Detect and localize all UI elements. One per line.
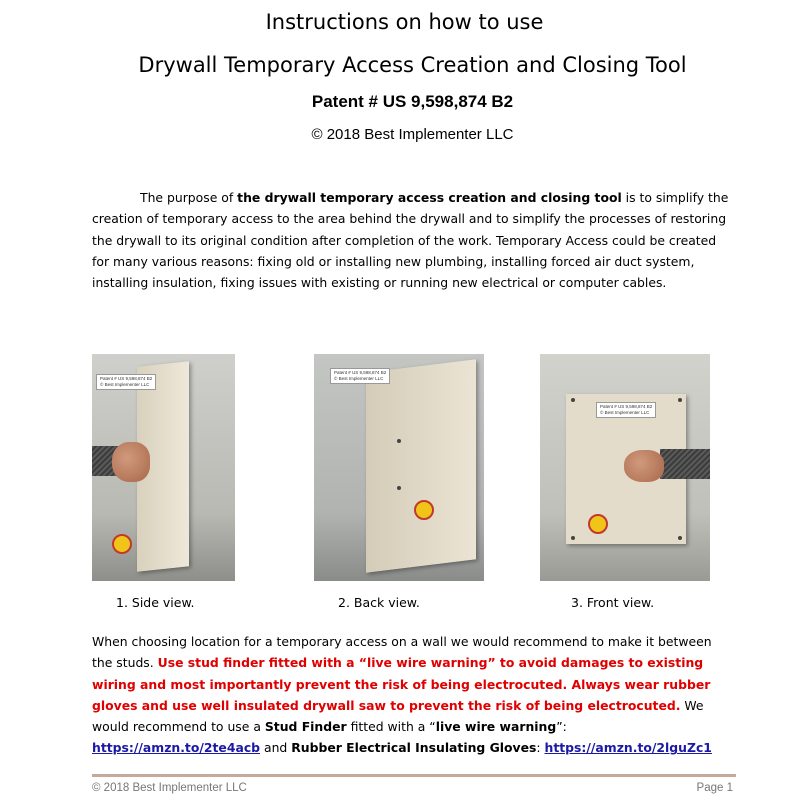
recommendation-text: :: [536, 740, 545, 756]
recommendation-text: fitted with a “: [346, 719, 436, 735]
patent-label: [330, 368, 390, 384]
caption-side-view: 1. Side view.: [116, 595, 195, 610]
back-view-photo: [314, 354, 484, 581]
recommendation-text: When choosing location for a temporary access on a wall we would recommend to make it between the studs.: [92, 634, 712, 671]
recommendation-text: ”:: [556, 719, 567, 735]
tool-name-heading: Drywall Temporary Access Creation and Closing Tool: [138, 53, 687, 77]
recommendation-text: We would recommend to use a: [92, 697, 704, 735]
screw: [678, 536, 682, 540]
front-view-photo: [540, 354, 710, 581]
patent-number: Patent # US 9,598,874 B2: [311, 92, 514, 111]
patent-label-line2: © Best Implementer LLC: [100, 382, 150, 387]
intro-paragraph: [92, 187, 732, 293]
patent-label: [96, 374, 156, 390]
gloves-link[interactable]: https://amzn.to/2lguZc1: [544, 740, 712, 756]
footer-copyright: © 2018 Best Implementer LLC: [92, 782, 247, 794]
intro-lead: The purpose of: [140, 190, 238, 205]
intro-rest: is to simplify the creation of temporary access to the area behind the drywall and to simplify the processes of restoring the drywall to its original condition after completion of the work. Temporary Access could be created for many various reasons: fixing old or installing new plumbing, installing forced air duct system, installing insulation, fixing issues with existing or running new electrical or computer cables.: [92, 190, 729, 291]
stud-finder-term: Stud Finder: [264, 719, 347, 735]
patent-label-line1: Patent # US 9,598,874 B2: [334, 370, 387, 375]
diy-badge-icon: [112, 534, 132, 554]
patent-label: [596, 402, 656, 418]
caption-front-view: 3. Front view.: [571, 595, 655, 610]
patent-label-line1: Patent # US 9,598,874 B2: [600, 404, 653, 409]
screw: [397, 486, 401, 490]
safety-warning: Use stud finder fitted with a “live wire warning” to avoid damages to existing wiring and most importantly prevent the risk of being electrocuted. Always wear rubber gloves and use well insulated drywall saw to prevent the risk of being electrocuted.: [92, 655, 711, 713]
caption-back-view: 2. Back view.: [338, 595, 420, 610]
patent-label-line2: © Best Implementer LLC: [600, 410, 650, 415]
stud-finder-link[interactable]: https://amzn.to/2te4acb: [92, 740, 261, 756]
document-title: Instructions on how to use: [265, 10, 544, 34]
copyright-line: © 2018 Best Implementer LLC: [311, 126, 514, 143]
arm-sleeve: [660, 449, 710, 479]
intro-tool-name: the drywall temporary access creation and closing tool: [237, 190, 622, 205]
live-wire-term: live wire warning: [435, 719, 557, 735]
side-view-photo: [92, 354, 235, 581]
screw: [397, 439, 401, 443]
screw: [678, 398, 682, 402]
recommendation-paragraph: [92, 631, 732, 759]
gloves-term: Rubber Electrical Insulating Gloves: [291, 740, 537, 756]
access-panel: [366, 359, 476, 573]
diy-badge-icon: [588, 514, 608, 534]
diy-badge-icon: [414, 500, 434, 520]
recommendation-text: and: [260, 740, 292, 756]
hand: [624, 450, 664, 482]
patent-label-line2: © Best Implementer LLC: [334, 376, 384, 381]
page-number: Page 1: [696, 782, 733, 794]
hand: [112, 442, 150, 482]
patent-label-line1: Patent # US 9,598,874 B2: [100, 376, 153, 381]
screw: [571, 536, 575, 540]
screw: [571, 398, 575, 402]
footer-divider: [92, 774, 736, 777]
